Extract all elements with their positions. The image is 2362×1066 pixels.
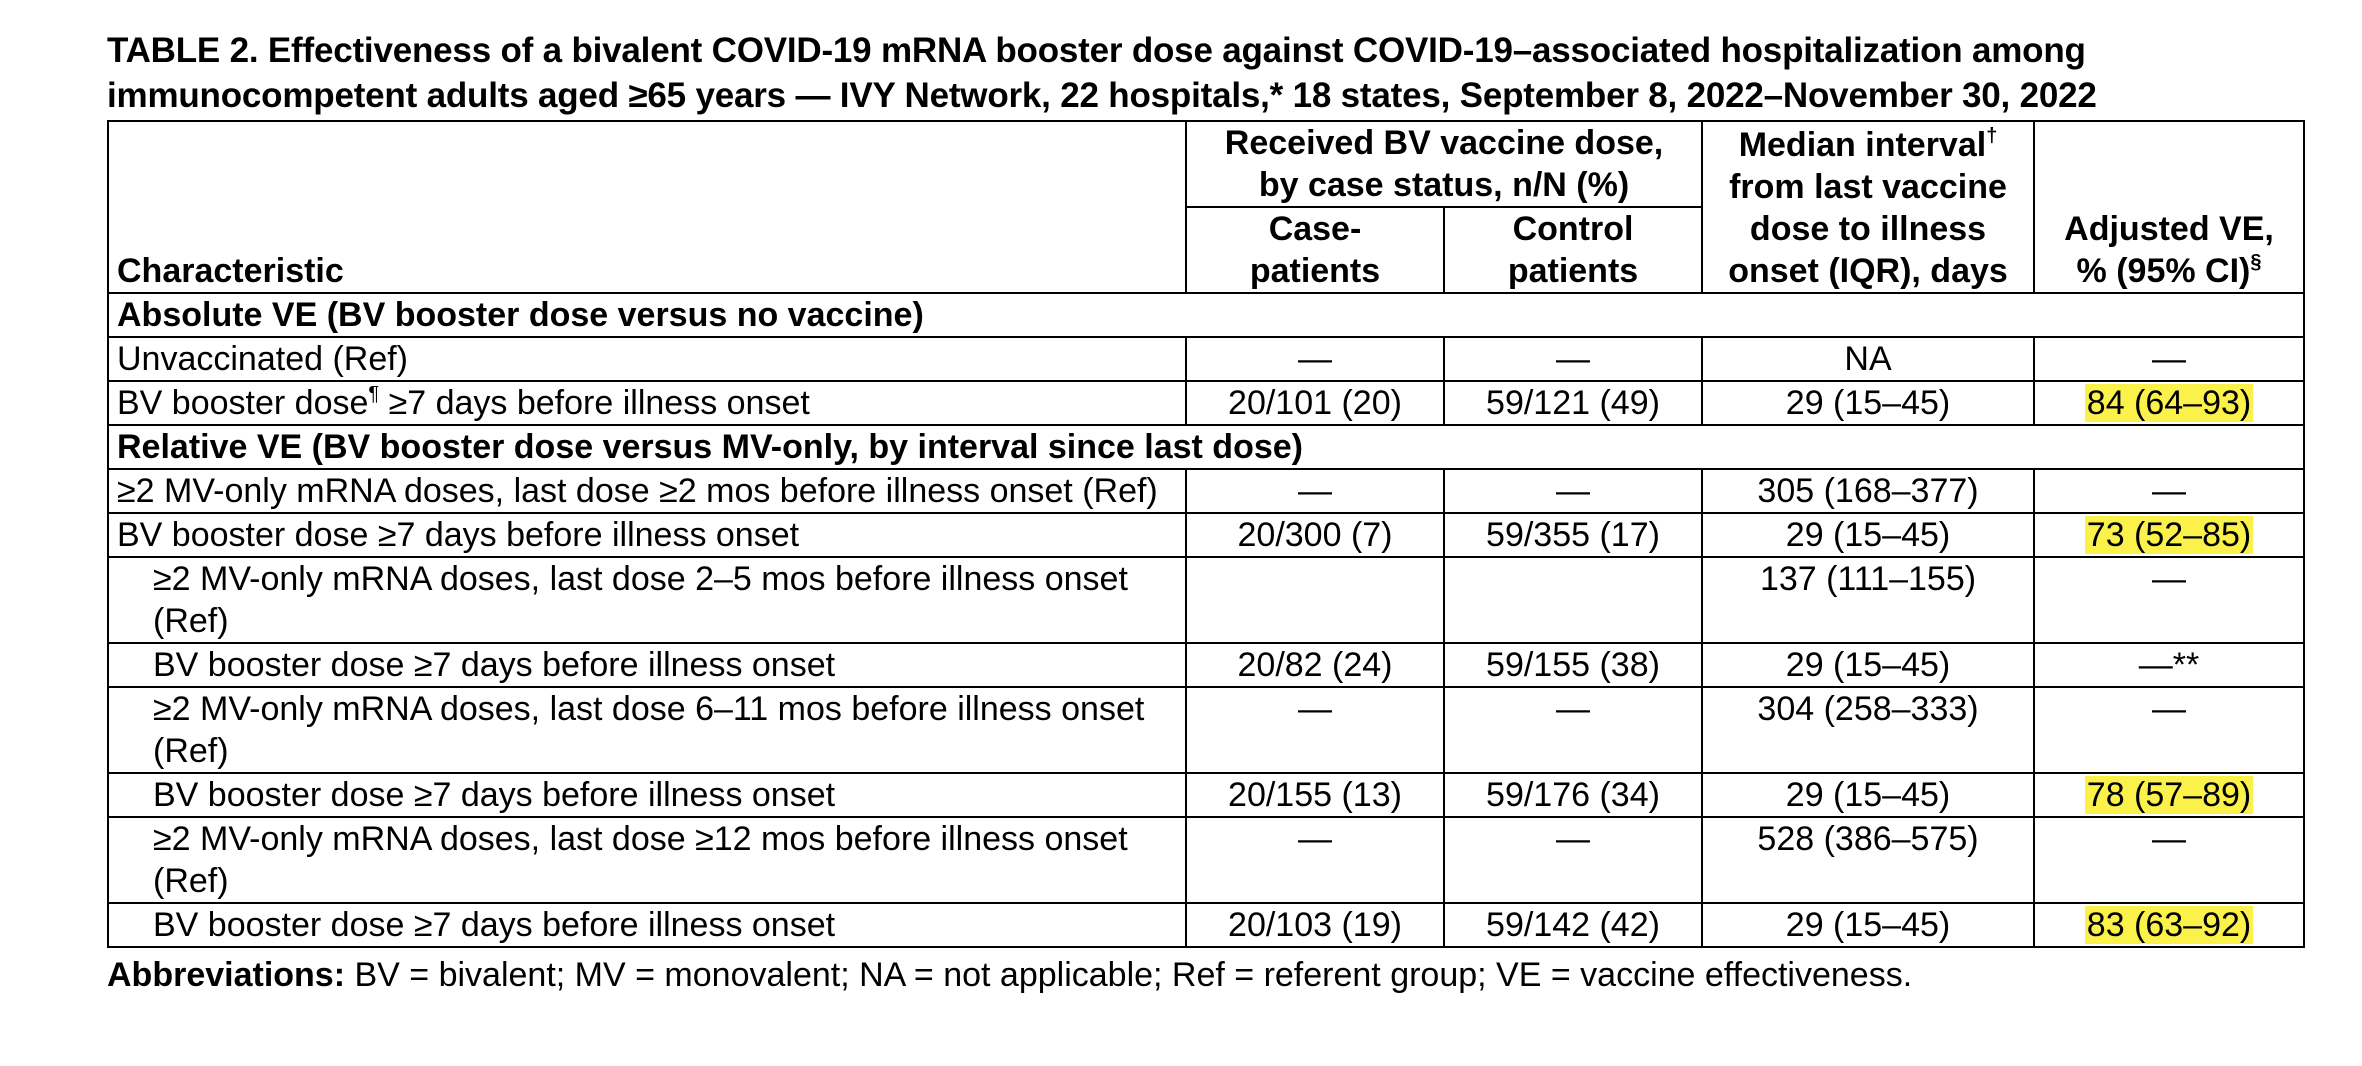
control-value: — <box>1444 337 1702 381</box>
case-value: 20/155 (13) <box>1186 773 1444 817</box>
header-characteristic: Characteristic <box>108 121 1186 293</box>
effectiveness-table <box>107 120 2305 948</box>
row-label: BV booster dose ≥7 days before illness onset <box>108 903 1186 947</box>
control-value <box>1444 557 1702 643</box>
median-value: 29 (15–45) <box>1702 903 2034 947</box>
control-value: — <box>1444 817 1702 903</box>
control-value: 59/142 (42) <box>1444 903 1702 947</box>
table-row-mv-6-11mos <box>108 687 2304 773</box>
control-value: 59/121 (49) <box>1444 381 1702 425</box>
median-value: 29 (15–45) <box>1702 513 2034 557</box>
ve-value: — <box>2034 687 2304 773</box>
row-label: BV booster dose ≥7 days before illness onset <box>108 513 1186 557</box>
ve-highlight: 78 (57–89) <box>2086 776 2252 814</box>
header-control-patients: Control patients <box>1444 207 1702 293</box>
table-row-bv-absolute <box>108 381 2304 425</box>
table-row-mv-2mos <box>108 469 2304 513</box>
table-caption <box>107 28 2307 118</box>
case-value: 20/101 (20) <box>1186 381 1444 425</box>
abbreviations-footnote <box>107 954 2307 996</box>
ve-highlight: 73 (52–85) <box>2086 516 2252 554</box>
control-value: — <box>1444 687 1702 773</box>
row-label: ≥2 MV-only mRNA doses, last dose ≥2 mos before illness onset (Ref) <box>108 469 1186 513</box>
ve-value <box>2034 773 2304 817</box>
table-row-bv-2-5mos <box>108 643 2304 687</box>
header-row-1 <box>108 121 2304 207</box>
ve-value <box>2034 381 2304 425</box>
caption-line-1: TABLE 2. Effectiveness of a bivalent COVID-19 mRNA booster dose against COVID-19–associated hospitalization among <box>107 31 2086 70</box>
footnote-text: BV = bivalent; MV = monovalent; NA = not applicable; Ref = referent group; VE = vaccine effectiveness. <box>345 956 1913 994</box>
document-page <box>107 28 2307 996</box>
ve-highlight: 84 (64–93) <box>2086 384 2252 422</box>
control-value: 59/355 (17) <box>1444 513 1702 557</box>
section-absolute-ve: Absolute VE (BV booster dose versus no vaccine) <box>108 293 2304 337</box>
row-label: BV booster dose ≥7 days before illness onset <box>108 643 1186 687</box>
ve-value: — <box>2034 817 2304 903</box>
median-value: 528 (386–575) <box>1702 817 2034 903</box>
median-value: 29 (15–45) <box>1702 643 2034 687</box>
median-value: 137 (111–155) <box>1702 557 2034 643</box>
row-label: BV booster dose ≥7 days before illness onset <box>108 773 1186 817</box>
ve-value: — <box>2034 337 2304 381</box>
table-row-bv-12mos <box>108 903 2304 947</box>
case-value: 20/300 (7) <box>1186 513 1444 557</box>
ve-value <box>2034 903 2304 947</box>
median-value: NA <box>1702 337 2034 381</box>
case-value <box>1186 557 1444 643</box>
ve-value: —** <box>2034 643 2304 687</box>
header-adjusted-ve: Adjusted VE, % (95% CI)§ <box>2034 121 2304 293</box>
row-label: ≥2 MV-only mRNA doses, last dose ≥12 mos before illness onset (Ref) <box>108 817 1186 903</box>
table-row-bv-6-11mos <box>108 773 2304 817</box>
ve-highlight: 83 (63–92) <box>2086 906 2252 944</box>
header-case-patients: Case- patients <box>1186 207 1444 293</box>
footnote-lead: Abbreviations: <box>107 956 346 994</box>
median-value: 305 (168–377) <box>1702 469 2034 513</box>
header-received-group: Received BV vaccine dose, by case status, n/N (%) <box>1186 121 1702 207</box>
table-row-mv-2-5mos <box>108 557 2304 643</box>
median-value: 304 (258–333) <box>1702 687 2034 773</box>
median-value: 29 (15–45) <box>1702 773 2034 817</box>
case-value: 20/103 (19) <box>1186 903 1444 947</box>
ve-value <box>2034 513 2304 557</box>
table-row-unvaccinated <box>108 337 2304 381</box>
section-relative-ve: Relative VE (BV booster dose versus MV-only, by interval since last dose) <box>108 425 2304 469</box>
case-value: — <box>1186 817 1444 903</box>
row-label: ≥2 MV-only mRNA doses, last dose 2–5 mos before illness onset (Ref) <box>108 557 1186 643</box>
case-value: — <box>1186 469 1444 513</box>
median-value: 29 (15–45) <box>1702 381 2034 425</box>
control-value: 59/155 (38) <box>1444 643 1702 687</box>
section-row-absolute <box>108 293 2304 337</box>
row-label: Unvaccinated (Ref) <box>108 337 1186 381</box>
table-row-bv-relative-all <box>108 513 2304 557</box>
row-label: ≥2 MV-only mRNA doses, last dose 6–11 mos before illness onset (Ref) <box>108 687 1186 773</box>
case-value: — <box>1186 687 1444 773</box>
table-row-mv-12mos <box>108 817 2304 903</box>
header-median-interval: Median interval† from last vaccine dose to illness onset (IQR), days <box>1702 121 2034 293</box>
section-row-relative <box>108 425 2304 469</box>
case-value: — <box>1186 337 1444 381</box>
control-value: 59/176 (34) <box>1444 773 1702 817</box>
row-label: BV booster dose¶ ≥7 days before illness onset <box>108 381 1186 425</box>
ve-value: — <box>2034 557 2304 643</box>
ve-value: — <box>2034 469 2304 513</box>
control-value: — <box>1444 469 1702 513</box>
case-value: 20/82 (24) <box>1186 643 1444 687</box>
caption-line-2: immunocompetent adults aged ≥65 years — IVY Network, 22 hospitals,* 18 states, September 8, 2022–November 30, 2022 <box>107 76 2097 115</box>
